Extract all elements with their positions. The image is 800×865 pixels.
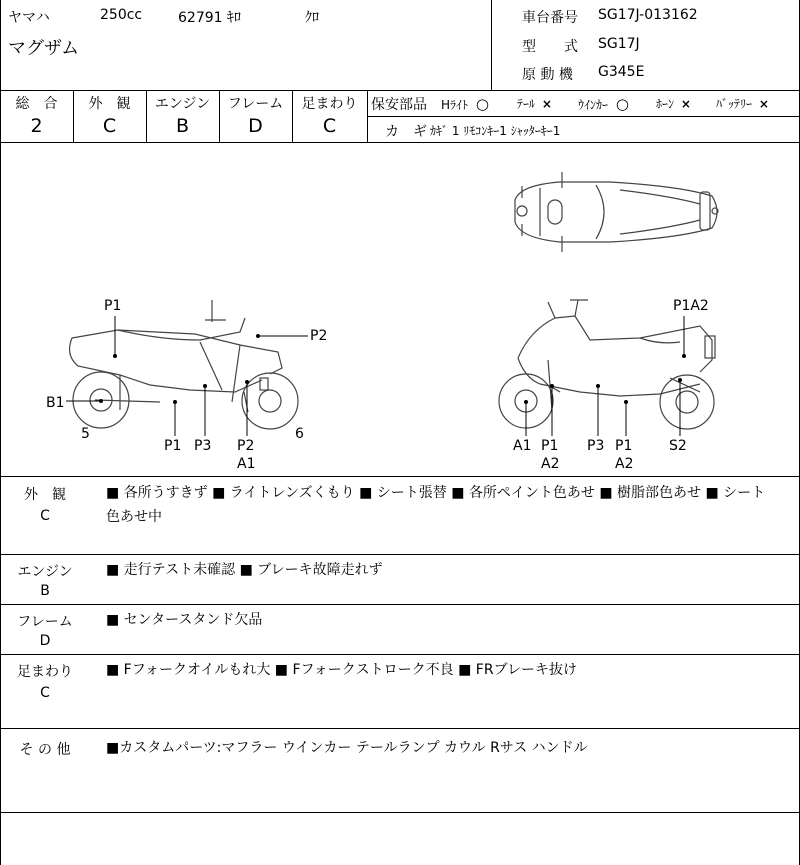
color: ｸﾛ [305, 10, 319, 26]
right-label-a1: A1 [513, 438, 532, 454]
note-other-line-1: ■カスタムパーツ:マフラー ウインカー テールランプ カウル Rサス ハンドル [106, 740, 588, 756]
safety-item-mark: ○ [615, 95, 629, 113]
scooter-top-view-icon [515, 172, 718, 252]
right-label-p1-right: P1 [615, 438, 633, 454]
grade-frame-value: D [248, 115, 263, 137]
right-label-p3: P3 [587, 438, 605, 454]
note-exterior-line-2: 色あせ中 [106, 509, 162, 525]
left-label-6: 6 [295, 426, 304, 442]
left-label-p3: P3 [194, 438, 212, 454]
safety-item-mark: ○ [475, 95, 489, 113]
model-name: マグザム [8, 38, 80, 59]
right-label-a2-mid: A2 [541, 456, 560, 472]
safety-item-mark: × [758, 97, 769, 111]
note-engine-line-1: ■ 走行テスト未確認 ■ ブレーキ故障走れず [106, 562, 383, 578]
note-suspension-label: 足まわり [17, 664, 73, 680]
note-suspension-grade: C [40, 685, 50, 701]
safety-item-mark: × [541, 97, 552, 111]
note-suspension-line-1: ■ Fフォークオイルもれ大 ■ Fフォークストローク不良 ■ FRブレーキ抜け [106, 662, 578, 678]
grade-frame-label: フレーム [227, 96, 284, 112]
note-engine-grade: B [40, 583, 50, 599]
left-label-p1-top: P1 [104, 298, 122, 314]
grade-exterior-label: 外 観 [88, 96, 131, 112]
right-label-s2: S2 [669, 438, 687, 454]
note-exterior-label: 外 観 [24, 487, 66, 503]
left-label-b1: B1 [46, 395, 65, 411]
grade-overall-value: 2 [30, 115, 43, 137]
note-frame-line-1: ■ センタースタンド欠品 [106, 612, 263, 628]
frame-number-label: 車台番号 [522, 10, 578, 26]
type-label: 型 式 [522, 39, 578, 55]
scooter-right-view-icon [499, 300, 715, 429]
grade-suspension-value: C [322, 115, 337, 137]
type-value: SG17J [598, 36, 640, 52]
left-label-a1: A1 [237, 456, 256, 472]
keys-value: ｶｷﾞ 1 ﾘﾓｺﾝｷｰ1 ｼｬｯﾀｰｷｰ1 [430, 124, 561, 138]
safety-item-name: ｳｲﾝｶｰ [578, 98, 609, 112]
engine-value: G345E [598, 64, 645, 80]
left-label-p2-right: P2 [310, 328, 328, 344]
right-label-p1a2: P1A2 [673, 298, 709, 314]
right-label-p1-mid: P1 [541, 438, 559, 454]
grade-overall-label: 総 合 [15, 96, 58, 112]
note-other-label: そ の 他 [19, 742, 71, 758]
note-engine-label: エンジン [17, 564, 73, 580]
safety-item-name: ﾊﾞｯﾃﾘｰ [716, 97, 753, 111]
grade-engine-value: B [175, 115, 190, 137]
safety-item-name: Hﾗｲﾄ [441, 98, 469, 112]
grade-suspension-label: 足まわり [301, 96, 358, 112]
safety-item-name: ﾃｰﾙ [517, 97, 536, 111]
left-label-p1-bottom: P1 [164, 438, 182, 454]
frame-number: SG17J-013162 [598, 7, 698, 23]
scooter-left-view-icon [70, 300, 298, 429]
note-frame-label: フレーム [17, 614, 73, 630]
grade-engine-label: エンジン [154, 96, 211, 112]
safety-item-name: ﾎｰﾝ [656, 97, 675, 111]
note-frame-grade: D [39, 633, 51, 649]
grade-exterior-value: C [102, 115, 117, 137]
keys-label: カ ギ [385, 124, 427, 140]
safety-item-mark: × [680, 97, 691, 111]
left-label-5: 5 [81, 426, 90, 442]
left-label-p2-bottom: P2 [237, 438, 255, 454]
right-label-a2-right: A2 [615, 456, 634, 472]
mileage: 62791 ｷﾛ [178, 10, 241, 26]
safety-parts-label: 保安部品 [371, 97, 427, 113]
note-exterior-grade: C [40, 508, 50, 524]
displacement: 250cc [100, 7, 143, 23]
note-exterior-line-1: ■ 各所うすきず ■ ライトレンズくもり ■ シート張替 ■ 各所ペイント色あせ ■ 樹脂部色あせ ■ シート [106, 485, 766, 501]
engine-label: 原 動 機 [522, 67, 573, 83]
maker: ヤマハ [8, 10, 50, 26]
